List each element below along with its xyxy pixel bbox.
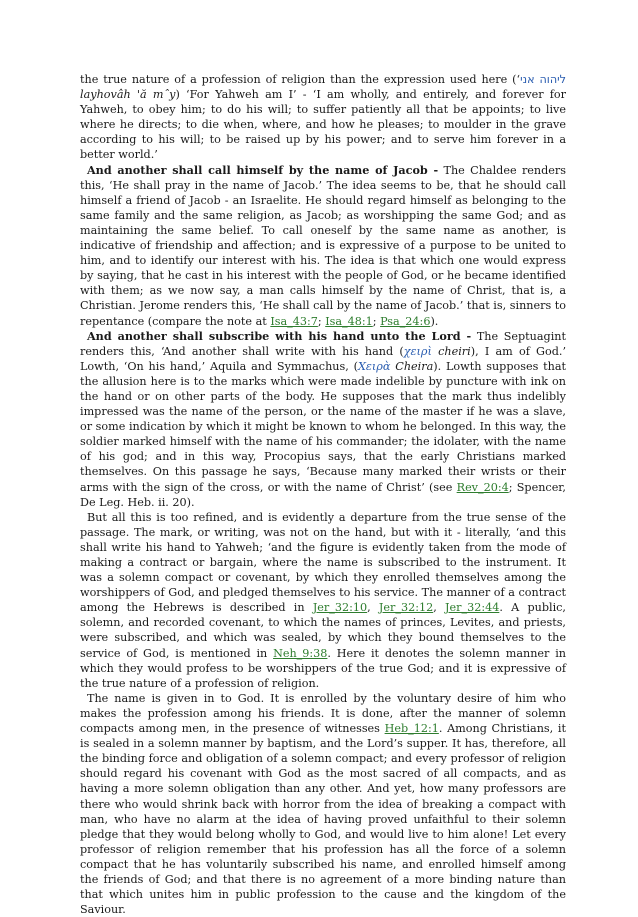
- verse-heading: And another shall subscribe with his hand unto the Lord -: [87, 328, 472, 343]
- scripture-ref-link[interactable]: Isa_48:1: [325, 314, 373, 328]
- greek-text: χειρὶ: [403, 344, 432, 358]
- text-run: ; Spencer, De Leg. Heb. ii. 20).: [80, 480, 566, 509]
- document-page: [80, 72, 566, 917]
- text-run: ;: [372, 314, 381, 328]
- text-run: The Chaldee renders this, ‘He shall pray in the name of Jacob.’ The idea seems to be, that he should call himself a friend of Jacob - an Israelite. He should regard himself as belonging to the same family and the same religion, as Jacob; as worshipping the same God; and as maintaining the same belief. To call oneself by the same name as another, is indicative of friendship and affection; and is expressive of a purpose to be united to him, and to identify our interest with his. The idea is that which one would express by saying, that he cast in his interest with the people of God, or he became identified with them; as we now say, a man calls himself by the name of Christ, that is, a Christian. Jerome renders this, ‘He shall call by the name of Jacob.’ that is, sinners to repentance (compare the note at: [80, 163, 566, 328]
- scripture-ref-link[interactable]: Neh_9:38: [273, 646, 328, 660]
- paragraph-3: [80, 329, 566, 510]
- greek-text: Χειρὰ: [357, 359, 391, 373]
- text-run: . A public, solemn, and recorded covenant, to which the names of princes, Levites, and priests, were subscribed, and which was sealed, by which they bound themselves to the service of God, is mentioned in: [80, 601, 566, 660]
- hebrew-text: ליהוה אני: [520, 73, 566, 86]
- scripture-ref-link[interactable]: Heb_12:1: [384, 722, 439, 736]
- scripture-ref-link[interactable]: Jer_32:12: [378, 601, 434, 615]
- transliteration: cheiri: [438, 344, 471, 358]
- scripture-ref-link[interactable]: Rev_20:4: [456, 480, 509, 494]
- text-run: The Septuagint renders this, ‘And another shall write with his hand (: [80, 329, 566, 358]
- text-run: The name is given in to God. It is enrolled by the voluntary desire of him who makes the profession among his friends. It is done, after the manner of solemn compacts among men, in the presence of witnesses: [80, 691, 566, 736]
- text-run: ).: [430, 314, 439, 328]
- scripture-ref-link[interactable]: Isa_43:7: [270, 314, 318, 328]
- transliteration: Cheira: [395, 359, 434, 373]
- paragraph-5: [80, 691, 566, 917]
- paragraph-2: [80, 163, 566, 329]
- transliteration: layhovâh 'ă: [80, 88, 147, 102]
- text-run: ), I am of God.’ Lowth, ‘On his hand,’ Aquila and Symmachus, (: [80, 344, 567, 373]
- transliteration: mˆy: [152, 88, 176, 102]
- text-run: ;: [317, 314, 326, 328]
- scripture-ref-link[interactable]: Jer_32:10: [312, 601, 368, 615]
- text-run: ). Lowth supposes that the allusion here is to the marks which were made indelible by puncture with ink on the hand or on other parts of the body. He supposes that the mark thus indelibly impressed was the name of the person, or the name of the master if he was a slave, or some indication by which it might be known to whom he belonged. In this way, the soldier marked himself with the name of his commander; the idolater, with the name of his god; and in this way, Procopius says, that the early Christians marked themselves. On this passage he says, ‘Because many marked their wrists or their arms with the sign of the cross, or with the name of Christ’ (see: [80, 359, 566, 494]
- text-run: But all this is too refined, and is evidently a departure from the true sense of the passage. The mark, or writing, was not on the hand, but with it - literally, ‘and this shall write his hand to Yahweh; ‘and the figure is evidently taken from the mode of making a contract or bargain, where the name is subscribed to the instrument. It was a solemn compact or covenant, by which they enrolled themselves among the worshippers of God, and pledged themselves to his service. The manner of a contract among the Hebrews is described in: [80, 510, 566, 615]
- text-run: ,: [433, 601, 446, 615]
- scripture-ref-link[interactable]: Psa_24:6: [380, 314, 431, 328]
- paragraph-1: [80, 72, 566, 163]
- paragraph-4: [80, 510, 566, 691]
- scripture-ref-link[interactable]: Jer_32:44: [445, 601, 500, 615]
- text-run: . Among Christians, it is sealed in a solemn manner by baptism, and the Lord’s supper. It has, therefore, all the binding force and obligation of a solemn compact; and every professor of religion should regard his covenant with God as the most sacred of all compacts, and as having a more solemn obligation than any other. And yet, how many professors are there who would shrink back with horror from the idea of breaking a compact with man, who have no alarm at the idea of having proved unfaithful to their solemn pledge that they would belong wholly to God, and would live to him alone! Let every professor of religion remember that his profession has all the force of a solemn compact that he has voluntarily subscribed his name, and enrolled himself among the friends of God; and that there is no agreement of a more binding nature than that which unites him in public profession to the cause and the kingdom of the Saviour.: [80, 722, 566, 917]
- text-run: ,: [367, 601, 379, 615]
- text-run: the true nature of a profession of religion than the expression used here (‘: [80, 73, 521, 86]
- verse-heading: And another shall call himself by the name of Jacob -: [87, 162, 439, 177]
- text-run: . Here it denotes the solemn manner in which they would profess to be worshippers of the true God; and it is expressive of the true nature of a profession of religion.: [80, 646, 567, 690]
- text-run: ) ‘For Yahweh am I’ - ‘I am wholly, and entirely, and forever for Yahweh, to obey him; to do his will; to suffer patiently all that be appoints; to live where he directs; to die when, where, and how he pleases; to moulder in the grave according to his will; to be raised up by his power; and to serve him forever in a better world.’: [80, 88, 566, 162]
